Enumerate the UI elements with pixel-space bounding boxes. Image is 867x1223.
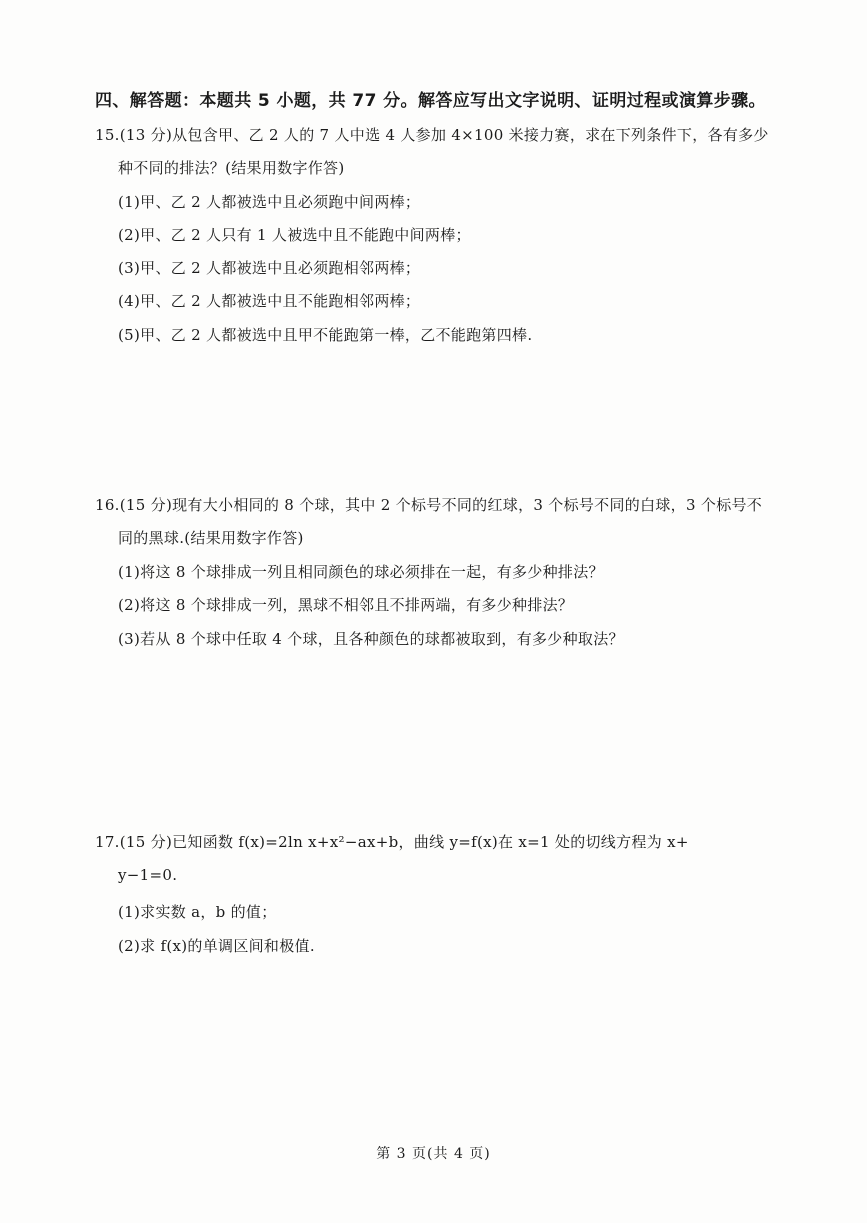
question-15-part-4: (4)甲、乙 2 人都被选中且不能跑相邻两棒； <box>118 292 421 310</box>
question-16-stem-line-2: 同的黑球.(结果用数字作答) <box>118 529 304 547</box>
page-number-footer: 第 3 页(共 4 页) <box>376 1146 491 1162</box>
question-16-part-1: (1)将这 8 个球排成一列且相同颜色的球必须排在一起，有多少种排法？ <box>118 563 604 581</box>
question-16-stem-line-1: 16.(15 分)现有大小相同的 8 个球，其中 2 个标号不同的红球，3 个标号不同的白球，3 个标号不 <box>95 496 763 514</box>
question-15-part-5: (5)甲、乙 2 人都被选中且甲不能跑第一棒，乙不能跑第四棒. <box>118 326 533 344</box>
question-17-stem-line-2: y−1=0. <box>118 866 178 884</box>
question-15-stem-line-1: 15.(13 分)从包含甲、乙 2 人的 7 人中选 4 人参加 4×100 米接力赛，求在下列条件下，各有多少 <box>95 126 769 144</box>
question-15-part-2: (2)甲、乙 2 人只有 1 人被选中且不能跑中间两棒； <box>118 226 471 244</box>
section-heading: 四、解答题：本题共 5 小题，共 77 分。解答应写出文字说明、证明过程或演算步骤。 <box>95 91 766 111</box>
question-16-part-2: (2)将这 8 个球排成一列，黑球不相邻且不排两端，有多少种排法？ <box>118 596 574 614</box>
question-15-part-1: (1)甲、乙 2 人都被选中且必须跑中间两棒； <box>118 193 421 211</box>
question-15-part-3: (3)甲、乙 2 人都被选中且必须跑相邻两棒； <box>118 259 421 277</box>
question-17-part-2: (2)求 f(x)的单调区间和极值. <box>118 937 315 955</box>
question-15-stem-line-2: 种不同的排法？(结果用数字作答) <box>118 159 345 177</box>
question-17-stem-line-1: 17.(15 分)已知函数 f(x)=2ln x+x²−ax+b，曲线 y=f(x)在 x=1 处的切线方程为 x+ <box>95 833 689 851</box>
question-16-part-3: (3)若从 8 个球中任取 4 个球，且各种颜色的球都被取到，有多少种取法？ <box>118 630 624 648</box>
question-17-part-1: (1)求实数 a，b 的值； <box>118 903 277 921</box>
